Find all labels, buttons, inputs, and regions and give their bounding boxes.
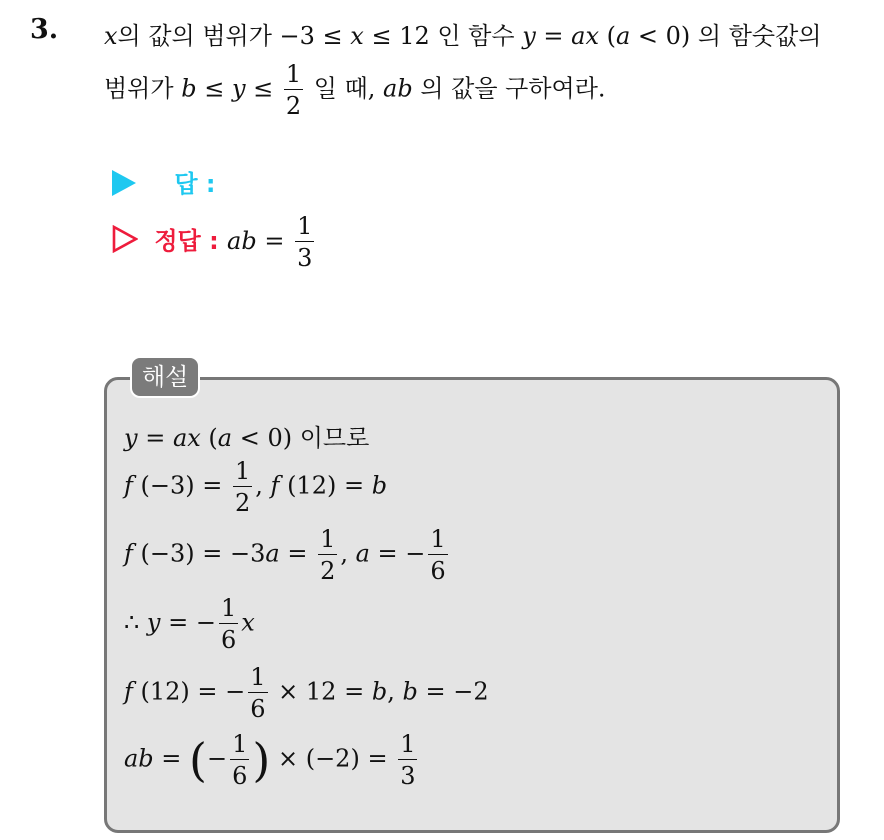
solution-line-3: f (−3) = −3a = $\frac{1}{2}$ , a = − $\frac{1}{6}$ (124, 525, 446, 585)
problem-line-2: 범위가 b ≤ y ≤ $\frac{1}{2}$ 일 때, ab 의 값을 구하여라. (104, 60, 606, 120)
correct-answer-expr: ab = $\frac{1}{3}$ (227, 212, 313, 272)
correct-answer-label: 정답 : (154, 226, 219, 255)
answer-row (112, 164, 216, 199)
correct-answer-row (112, 214, 317, 270)
fraction: $\frac{1}{2}$ (285, 60, 302, 120)
solution-line-5: f (12) = − $\frac{1}{6}$ × 12 = b, b = −2 (124, 663, 489, 723)
fraction: $\frac{1}{6}$ (250, 663, 266, 723)
fraction: $\frac{1}{2}$ (320, 525, 336, 585)
solution-badge: 해설 (130, 356, 200, 398)
fraction: $\frac{1}{2}$ (235, 457, 251, 517)
solution-line-1: y = ax (a < 0) 이므로 (124, 424, 370, 452)
solution-line-6: ab = (− $\frac{1}{6}$ ) × (−2) = $\frac{1}{3}$ (124, 730, 416, 790)
fraction: $\frac{1}{6}$ (220, 594, 237, 654)
problem-number: 3. (30, 14, 59, 45)
play-triangle-icon (112, 170, 136, 196)
fraction: $\frac{1}{3}$ (400, 730, 416, 790)
fraction: $\frac{1}{6}$ (430, 525, 446, 585)
fraction: $\frac{1}{3}$ (297, 212, 313, 272)
fraction: $\frac{1}{6}$ (232, 730, 248, 790)
solution-line-4: ∴ y = − $\frac{1}{6}$ x (124, 594, 255, 654)
answer-label: 답 : (174, 170, 216, 198)
solution-line-2: f (−3) = $\frac{1}{2}$ , f (12) = b (124, 457, 388, 517)
problem-line-1: x의 값의 범위가 −3 ≤ x ≤ 12 인 함수 y = ax (a < 0) 의 함숫값의 (104, 22, 822, 50)
outline-triangle-icon (112, 225, 138, 253)
